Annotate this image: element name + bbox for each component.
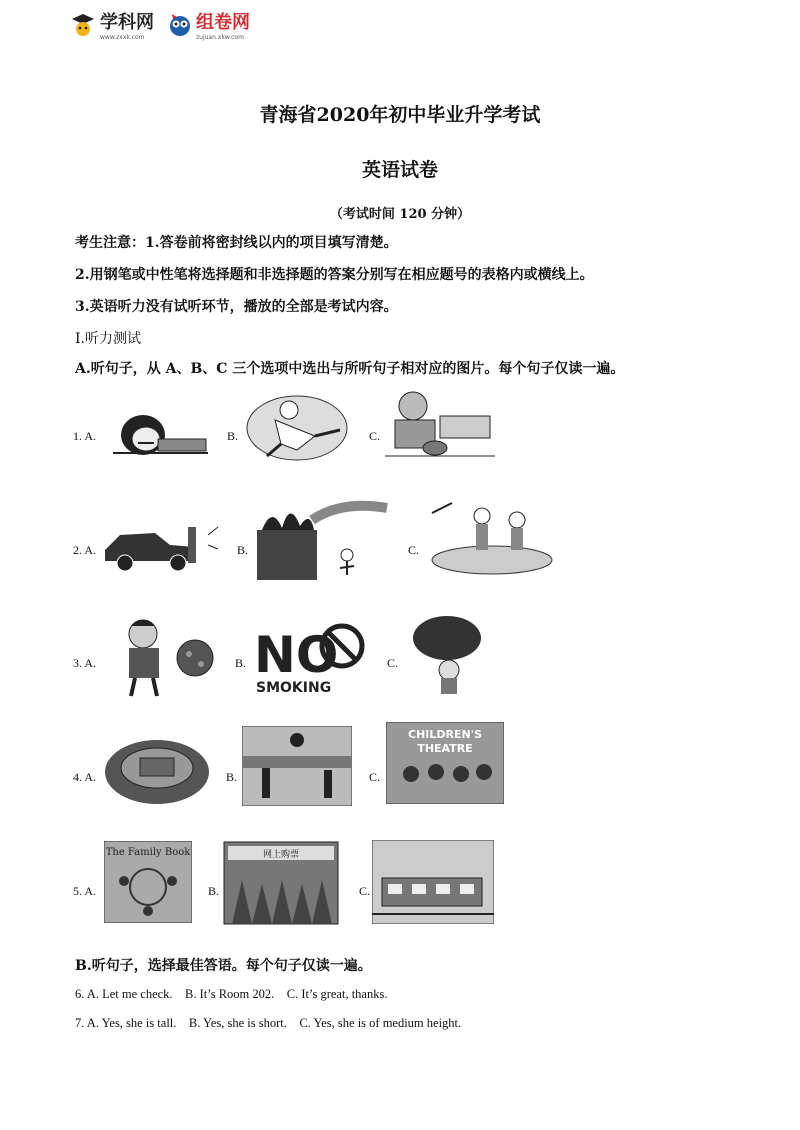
q1-b-label: B. bbox=[227, 429, 239, 443]
note-1: 考生注意：1.答卷前将密封线以内的项目填写清楚。 bbox=[75, 235, 398, 251]
owl-icon bbox=[168, 11, 192, 39]
q4-c-label: C. bbox=[369, 770, 381, 784]
q1-a-crying-girl-image bbox=[108, 405, 210, 457]
q1-c-cooking-boy-image bbox=[385, 388, 495, 460]
q1-c-label: C. bbox=[369, 429, 381, 443]
q5-b-online-tickets-image bbox=[222, 840, 340, 926]
q2-c-party-image bbox=[422, 498, 557, 578]
q2-c-label: C. bbox=[408, 543, 420, 557]
q2-label: 2. A. bbox=[73, 543, 97, 557]
header-logos bbox=[70, 8, 250, 41]
page-title: 青海省2020年初中毕业升学考试 bbox=[259, 104, 541, 126]
no-smoking-smoking-text: SMOKING bbox=[256, 680, 332, 696]
q4-b-label: B. bbox=[226, 770, 238, 784]
q4-a-stadium-image bbox=[102, 722, 212, 812]
q5-label: 5. A. bbox=[73, 884, 97, 898]
question-7: 7. A. Yes, she is tall. B. Yes, she is short. C. Yes, she is of medium height. bbox=[75, 1016, 462, 1030]
logo-zujuanwang bbox=[168, 8, 250, 41]
q5-b-label: B. bbox=[208, 884, 220, 898]
part-b-instruction: B.听句子，选择最佳答语。每个句子仅读一遍。 bbox=[75, 958, 372, 974]
note-2: 2.用钢笔或中性笔将选择题和非选择题的答案分别写在相应题号的表格内或横线上。 bbox=[75, 267, 594, 283]
logo1-url: www.zxxk.com bbox=[100, 34, 145, 41]
q3-b-label: B. bbox=[235, 656, 247, 670]
q3-c-label: C. bbox=[387, 656, 399, 670]
note-3: 3.英语听力没有试听环节，播放的全部是考试内容。 bbox=[75, 299, 398, 315]
q1-b-dancing-girl-image bbox=[245, 390, 350, 462]
exam-time: （考试时间 120 分钟） bbox=[329, 207, 471, 222]
question-6: 6. A. Let me check. B. It’s Room 202. C. It’s great, thanks. bbox=[75, 987, 388, 1001]
q3-b-no-smoking-image bbox=[250, 610, 368, 696]
part-a-instruction: A.听句子，从 A、B、C 三个选项中选出与所听句子相对应的图片。每个句子仅读一遍。 bbox=[75, 361, 625, 377]
theatre-sign-line1: CHILDREN'S bbox=[408, 728, 482, 741]
logo2-url: zujuan.xkw.com bbox=[196, 34, 244, 41]
page-subtitle: 英语试卷 bbox=[361, 159, 438, 181]
q3-c-smoke-image bbox=[405, 612, 487, 700]
q4-b-football-image bbox=[242, 726, 352, 806]
logo1-text: 学科网 bbox=[100, 12, 154, 33]
q5-c-label: C. bbox=[359, 884, 371, 898]
q3-label: 3. A. bbox=[73, 656, 97, 670]
q2-a-car-accident-image bbox=[100, 505, 220, 575]
logo2-text: 组卷网 bbox=[196, 12, 250, 33]
q2-b-fire-image bbox=[252, 500, 390, 582]
q1-label: 1. A. bbox=[73, 429, 97, 443]
mortarboard-icon bbox=[70, 11, 96, 39]
q5-c-train-image bbox=[372, 840, 494, 924]
online-ticket-sign: 网上购票 bbox=[262, 850, 300, 860]
theatre-sign-line2: THEATRE bbox=[417, 742, 473, 755]
q5-a-family-book-image bbox=[104, 841, 192, 923]
section-listening: Ⅰ.听力测试 bbox=[75, 331, 141, 347]
q4-label: 4. A. bbox=[73, 770, 97, 784]
q4-c-childrens-theatre-image bbox=[386, 722, 504, 804]
logo-xuekewang bbox=[70, 8, 154, 41]
q2-b-label: B. bbox=[237, 543, 249, 557]
no-smoking-no-text: NO bbox=[254, 626, 339, 684]
family-book-title: The Family Book bbox=[105, 847, 191, 858]
q3-a-coughing-boy-image bbox=[105, 612, 217, 700]
